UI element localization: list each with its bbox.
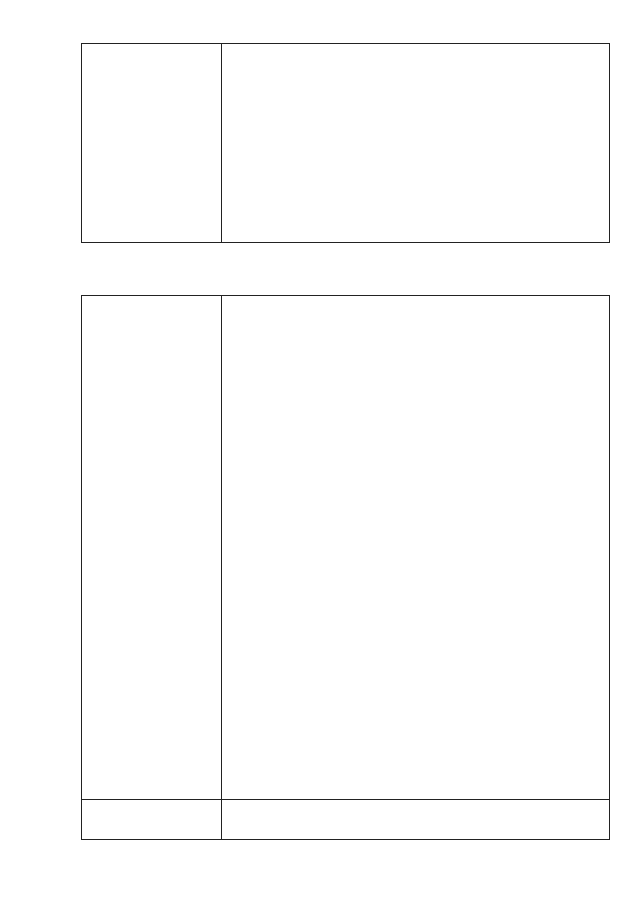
- table-cell-financing-text: [222, 296, 610, 800]
- table-cell-targets: [222, 44, 610, 243]
- table-cell-expected-label: [82, 800, 222, 840]
- table-cell-expected-text: [222, 800, 610, 840]
- table-top: [81, 43, 610, 243]
- table-row-financing: [82, 296, 610, 800]
- table-row-expected: [82, 800, 610, 840]
- table-cell-financing-label: [82, 296, 222, 800]
- table-bottom: [81, 295, 610, 840]
- table-cell-empty: [82, 44, 222, 243]
- table-row: [82, 44, 610, 243]
